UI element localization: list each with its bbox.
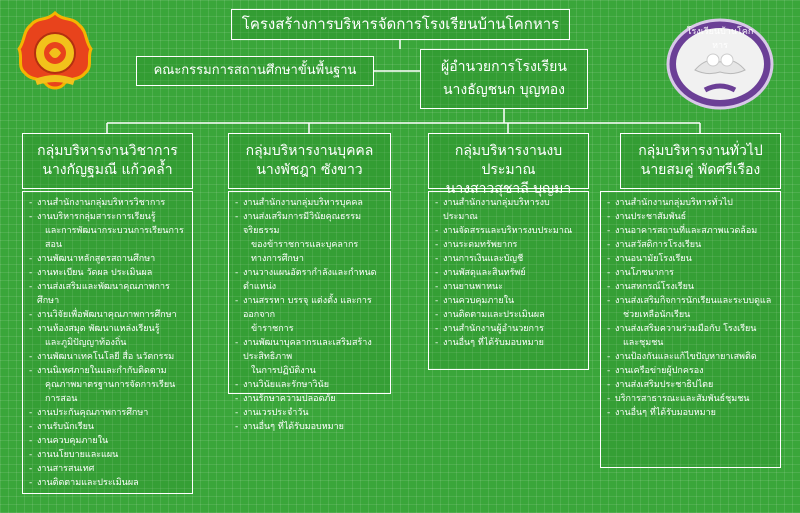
duty-item: - งานส่งเสริมประชาธิปไตย	[615, 378, 776, 392]
duty-item: - บริการสาธารณะและสัมพันธ์ชุมชน	[615, 392, 776, 406]
duty-item-continuation: และชุมชน	[623, 338, 664, 348]
duty-item: - งานพัสดุและสินทรัพย์	[443, 266, 584, 280]
academic-duties-list	[22, 191, 193, 494]
duty-item: - งานสรรหา บรรจุ แต่งตั้ง และการออกจาก	[243, 294, 386, 322]
committee-box: คณะกรรมการสถานศึกษาขั้นพื้นฐาน	[136, 56, 374, 86]
chart-title: โครงสร้างการบริหารจัดการโรงเรียนบ้านโคกหาร	[231, 9, 570, 40]
school-logo	[665, 16, 775, 112]
group-budget-box	[428, 133, 589, 197]
duty-item: - งานอนามัยโรงเรียน	[615, 252, 776, 266]
duty-item: - งานสำนักงานกลุ่มบริหารบุคคล	[243, 196, 386, 210]
duty-item: - งานเครือข่ายผู้ปกครอง	[615, 364, 776, 378]
budget-duties-list	[428, 191, 589, 370]
director-name: นางธัญชนก บุญทอง	[442, 82, 566, 98]
duty-item-continuation: ในการปฏิบัติงาน	[251, 366, 316, 376]
duty-item: - งานอื่นๆ ที่ได้รับมอบหมาย	[443, 336, 584, 350]
duty-item: - งานส่งเสริมและพัฒนาคุณภาพการศึกษา	[37, 280, 188, 308]
duty-item: - งานประชาสัมพันธ์	[615, 210, 776, 224]
director-position: ผู้อำนวยการโรงเรียน	[441, 59, 567, 75]
duty-item: - งานระดมทรัพยากร	[443, 238, 584, 252]
group-head: นางกัญฐมณี แก้วคล้ำ	[42, 162, 173, 178]
duty-item: - งานสำนักงานกลุ่มบริหารงบประมาณ	[443, 196, 584, 224]
duty-item: - งานติดตามและประเมินผล	[443, 308, 584, 322]
group-title: กลุ่มบริหารงานบุคคล	[245, 143, 374, 159]
duty-item: - งานอาคารสถานที่และสภาพแวดล้อม	[615, 224, 776, 238]
duty-item: - งานพัฒนาหลักสูตรสถานศึกษา	[37, 252, 188, 266]
group-academic-box	[22, 133, 193, 189]
group-head: นางพัชฎา ซังขาว	[256, 162, 363, 178]
duty-item-continuation: ช่วยเหลือนักเรียน	[623, 310, 691, 320]
duty-item: - งานนิเทศภายในและกำกับติดตาม	[37, 364, 188, 378]
duty-item: - งานส่งเสริมกิจการนักเรียนและระบบดูแล	[615, 294, 776, 308]
school-emblem-logo	[15, 11, 95, 91]
duty-item-continuation: คุณภาพมาตรฐานการจัดการเรียนการสอน	[45, 380, 176, 404]
group-head: นายสมคู่ พัดศรีเรือง	[640, 162, 761, 178]
duty-item-continuation: และการพัฒนากระบวนการเรียนการสอน	[45, 226, 184, 250]
duty-item: - งานอื่นๆ ที่ได้รับมอบหมาย	[243, 420, 386, 434]
duty-item: - งานสหกรณ์โรงเรียน	[615, 280, 776, 294]
duty-item: - งานการเงินและบัญชี	[443, 252, 584, 266]
group-title: กลุ่มบริหารงานวิชาการ	[37, 143, 178, 159]
duty-item: - งานวางแผนอัตรากำลังและกำหนดตำแหน่ง	[243, 266, 386, 294]
personnel-duties-list	[228, 191, 391, 432]
duty-item: - งานวิจัยเพื่อพัฒนาคุณภาพการศึกษา	[37, 308, 188, 322]
duty-item: - งานส่งเสริมความร่วมมือกับ โรงเรียน	[615, 322, 776, 336]
duty-item: - งานเวรประจำวัน	[243, 406, 386, 420]
duty-item: - งานส่งเสริมการมีวินัยคุณธรรมจริยธรรม	[243, 210, 386, 238]
duty-item: - งานประกันคุณภาพการศึกษา	[37, 406, 188, 420]
duty-item: - งานนโยบายและแผน	[37, 448, 188, 462]
duty-item: - งานยานพาหนะ	[443, 280, 584, 294]
duty-item-continuation: ข้าราชการ	[251, 324, 294, 334]
duty-item: - งานป้องกันและแก้ไขปัญหายาเสพติด	[615, 350, 776, 364]
duty-item: - งานพัฒนาบุคลากรและเสริมสร้างประสิทธิภาพ	[243, 336, 386, 364]
duty-item: - งานทะเบียน วัดผล ประเมินผล	[37, 266, 188, 280]
duty-item: - งานติดตามและประเมินผล	[37, 476, 188, 490]
general-duties-list	[600, 191, 781, 468]
duty-item-continuation: ของข้าราชการและบุคลากรทางการศึกษา	[251, 240, 359, 264]
duty-item: - งานสารสนเทศ	[37, 462, 188, 476]
group-head: นางสาวสุชาลี บุญมา	[445, 181, 572, 197]
duty-item: - งานวินัยและรักษาวินัย	[243, 378, 386, 392]
duty-item: - งานจัดสรรและบริหารงบประมาณ	[443, 224, 584, 238]
duty-item: - งานควบคุมภายใน	[443, 294, 584, 308]
group-title: กลุ่มบริหารงานงบประมาณ	[454, 143, 563, 178]
duty-item: - งานโภชนาการ	[615, 266, 776, 280]
duty-item: - งานบริหารกลุ่มสาระการเรียนรู้	[37, 210, 188, 224]
director-box	[420, 49, 588, 109]
group-personnel-box	[228, 133, 391, 189]
duty-item: - งานควบคุมภายใน	[37, 434, 188, 448]
duty-item: - งานสวัสดิการโรงเรียน	[615, 238, 776, 252]
duty-item: - งานสำนักงานผู้อำนวยการ	[443, 322, 584, 336]
duty-item: - งานรับนักเรียน	[37, 420, 188, 434]
duty-item-continuation: และภูมิปัญญาท้องถิ่น	[45, 338, 127, 348]
duty-item: - งานห้องสมุด พัฒนาแหล่งเรียนรู้	[37, 322, 188, 336]
group-title: กลุ่มบริหารงานทั่วไป	[638, 143, 763, 159]
duty-item: - งานพัฒนาเทคโนโลยี สื่อ นวัตกรรม	[37, 350, 188, 364]
duty-item: - งานสำนักงานกลุ่มบริหารทั่วไป	[615, 196, 776, 210]
duty-item: - งานอื่นๆ ที่ได้รับมอบหมาย	[615, 406, 776, 420]
duty-item: - งานรักษาความปลอดภัย	[243, 392, 386, 406]
duty-item: - งานสำนักงานกลุ่มบริหารวิชาการ	[37, 196, 188, 210]
school-logo-text: โรงเรียนบ้านโคกหาร	[686, 27, 754, 51]
group-general-box	[620, 133, 781, 189]
